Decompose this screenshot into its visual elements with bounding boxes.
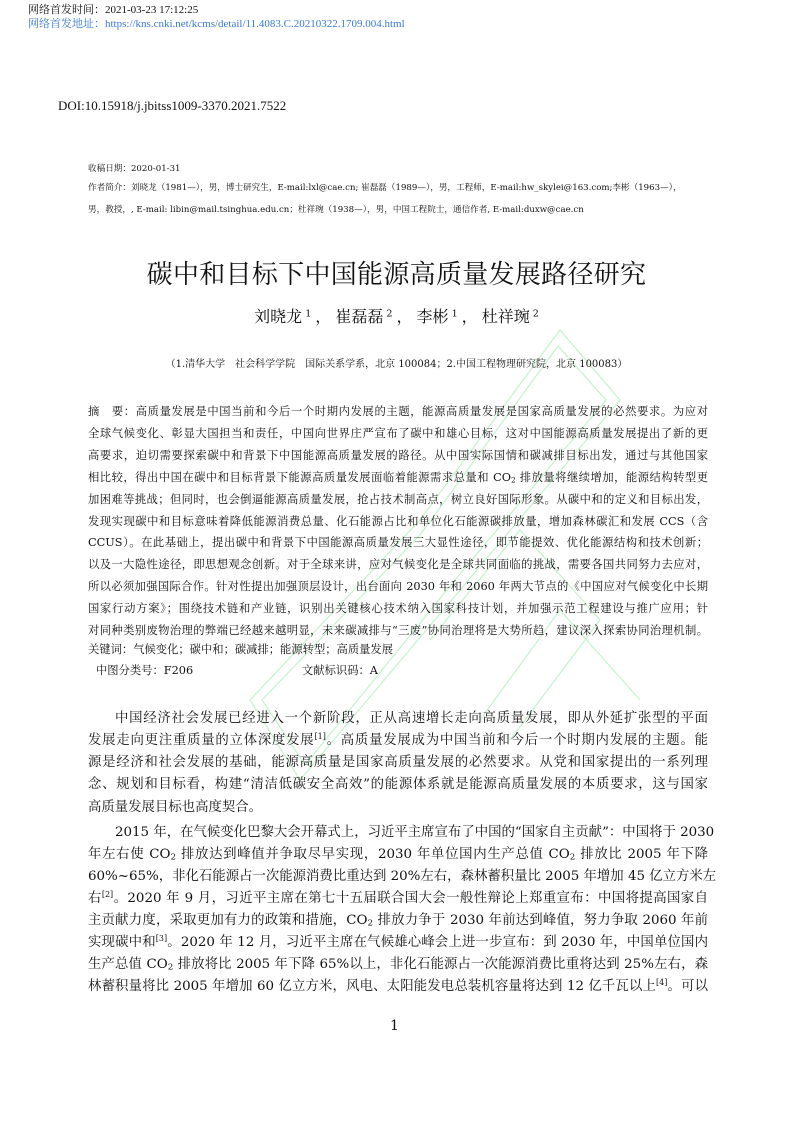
author-separator: ，: [461, 307, 478, 326]
page-number: 1: [390, 1018, 399, 1034]
body-line: [88, 729, 708, 748]
abstract-line: [88, 513, 708, 529]
author-bio-line-2: 男，教授，, E-mail: libin@mail.tsinghua.edu.cn；杜祥琬（1938—），男，中国工程院士，通信作者, E-mail:duxw@cae.cn: [88, 205, 584, 215]
time-label: 网络首发时间：: [28, 4, 105, 16]
subscript: 2: [569, 852, 576, 863]
author-separator: ，: [315, 307, 332, 326]
body-line: [88, 865, 717, 884]
body-line: [88, 909, 708, 928]
body-line: [88, 931, 708, 950]
abstract-line: [88, 578, 708, 594]
author-affiliation-mark: 2: [529, 308, 539, 320]
text-run: 排放将比 2005 年下降 65%以上，非化石能源占一次能源消费比重将达到 25%左右，森: [173, 957, 708, 972]
text-run: 。可以: [667, 979, 708, 994]
body-line: [88, 887, 708, 906]
text-run: 发展走向更注重质量的立体深度发展: [88, 733, 315, 748]
url-link[interactable]: https://kns.cnki.net/kcms/detail/11.4083.C.20210322.1709.004.html: [105, 18, 405, 30]
author-name: 杜祥琬: [481, 307, 530, 326]
citation-ref[interactable]: [4]: [656, 978, 668, 988]
affiliations: （1.清华大学 社会科学学院 国际关系学系，北京 100084；2.中国工程物理研究院，北京 100083）: [165, 359, 628, 370]
body-line: [88, 751, 708, 770]
text-run: 对同种类别废物治理的弊端已经越来越明显，未来碳减排与“三废”协同治理将是大势所趋，建议深入探索协同治理机制。: [88, 624, 708, 637]
text-run: 全球气候变化、彰显大国担当和责任，中国向世界庄严宣布了碳中和雄心目标，这对中国能源高质量发展提出了新的更: [88, 426, 708, 440]
text-run: 右: [88, 891, 102, 906]
text-run: 。2020 年 12 月，习近平主席在气候雄心峰会上进一步宣布：到 2030 年，中国单位国内: [167, 935, 708, 950]
text-run: 生产总值 CO: [88, 957, 168, 972]
author-bio-line-1: 作者简介：刘晓龙（1981—），男，博士研究生，E-mail:lxl@cae.cn; 崔磊磊（1989—），男，工程师，E-mail:hw_skylei@163.com;李彬（1963—），: [88, 183, 682, 193]
text-run: 高要求，迫切需要探索碳中和背景下中国能源高质量发展的路径。从中国实际国情和碳减排目标出发，通过与其他国家: [88, 448, 708, 462]
citation-ref[interactable]: [1]: [314, 732, 326, 742]
keywords: 关键词：气候变化；碳中和；碳减排；能源转型；高质量发展: [88, 643, 394, 656]
subscript: 2: [511, 475, 516, 485]
text-run: 高质量发展目标也高度契合。: [88, 800, 263, 815]
subscript: 2: [167, 962, 174, 973]
subscript: 2: [367, 918, 374, 929]
doi: DOI:10.15918/j.jbitss1009-3370.2021.7522: [58, 98, 287, 113]
body-line: [115, 821, 715, 840]
author-affiliation-mark: 1: [302, 308, 312, 320]
document-code: 文献标识码：A: [302, 664, 378, 677]
received-date: 收稿日期：2020-01-31: [88, 164, 181, 174]
text-run: 实现碳中和: [88, 935, 156, 950]
author-affiliation-mark: 1: [448, 308, 458, 320]
author-affiliation-mark: 2: [383, 308, 393, 320]
text-run: 2015 年，在气候变化巴黎大会开幕式上，习近平主席宣布了中国的“国家自主贡献”：中国将于 2030: [115, 825, 715, 840]
text-run: 念、规划和目标看，构建“清洁低碳安全高效”的能源体系就是能源高质量发展的本质要求，这与国家: [88, 777, 708, 792]
citation-ref[interactable]: [2]: [101, 890, 114, 900]
text-run: 相比较，得出中国在碳中和目标背景下能源高质量发展面临着能源需求总量和 CO: [88, 470, 512, 484]
text-run: 排放比 2005 年下降: [575, 847, 708, 862]
abstract-line: [88, 447, 708, 463]
author-list: [0, 304, 793, 327]
body-line: [115, 707, 708, 726]
author-name: 崔磊磊: [335, 307, 384, 326]
abstract-line: [88, 469, 708, 485]
text-run: 林蓄积量将比 2005 年增加 60 亿立方米，风电、太阳能发电总装机容量将达到 12 亿千瓦以上: [88, 979, 657, 994]
citation-ref[interactable]: [3]: [155, 934, 168, 944]
author-name: 刘晓龙: [254, 307, 303, 326]
text-run: 。高质量发展成为中国当前和今后一个时期内发展的主题。能: [325, 733, 709, 748]
text-run: CCUS）。在此基础上，提出碳中和背景下中国能源高质量发展三大显性途径，即节能提效、优化能源结构和技术创新；: [88, 536, 708, 550]
abstract-line: [88, 425, 708, 441]
abstract-line: [88, 403, 708, 419]
text-run: 所以必须加强国际合作。针对性提出加强顶层设计，出台面向 2030 年和 2060 年两大节点的《中国应对气候变化中长期: [88, 580, 708, 594]
text-run: 排放力争于 2030 年前达到峰值，努力争取 2060 年前: [373, 913, 708, 928]
abstract-line: [88, 491, 708, 507]
text-run: 摘 要：高质量发展是中国当前和今后一个时期内发展的主题，能源高质量发展是国家高质量发展的必然要求。为应对: [88, 405, 708, 418]
text-run: 发现实现碳中和目标意味着降低能源消费总量、化石能源占比和单位化石能源碳排放量，增加森林碳汇和发展 CCS（含: [88, 514, 708, 528]
body-line: [88, 773, 708, 792]
abstract-line: [88, 534, 708, 550]
body-line: [88, 796, 708, 815]
subscript: 2: [170, 852, 176, 863]
text-run: 排放达到峰值并争取尽早实现，2030 年单位国内生产总值 CO: [176, 847, 570, 862]
author-name: 李彬: [416, 307, 449, 326]
text-run: 源是经济和社会发展的基础，能源高质量是国家高质量发展的必然要求。从党和国家提出的一系列理: [88, 755, 708, 770]
abstract-line: [88, 556, 708, 572]
body-line: [88, 843, 708, 862]
body-line: [88, 975, 708, 994]
abstract-line: [88, 600, 708, 616]
paper-title: 碳中和目标下中国能源高质量发展路径研究: [146, 260, 647, 290]
text-run: 以及一大隐性途径，即思想观念创新。对于全球来讲，应对气候变化是全球共同面临的挑战，需要各国共同努力去应对，: [88, 558, 708, 572]
abstract-line: [88, 622, 708, 638]
text-run: 年左右使 CO: [88, 847, 171, 862]
body-line: [88, 953, 708, 972]
text-run: 加困难等挑战；但同时，也会倒逼能源高质量发展，抢占技术制高点，树立良好国际形象。从碳中和的定义和目标出发，: [88, 492, 708, 506]
time-value: 2021-03-23 17:12:25: [105, 4, 199, 16]
text-run: 国家行动方案》；围绕技术链和产业链，识别出关键核心技术纳入国家科技计划，并加强示范工程建设与推广应用；针: [88, 602, 708, 616]
text-run: 主贡献力度，采取更加有力的政策和措施，CO: [88, 913, 368, 928]
text-run: 中国经济社会发展已经进入一个新阶段，正从高速增长走向高质量发展，即从外延扩张型的平面: [115, 711, 708, 726]
text-run: 。2020 年 9 月，习近平主席在第七十五届联合国大会一般性辩论上郑重宣布：中国将提高国家自: [113, 891, 709, 906]
first-publish-url: [28, 15, 405, 31]
clc-number: 中图分类号：F206: [96, 664, 194, 677]
text-run: 排放量将继续增加，能源结构转型更: [515, 470, 709, 484]
text-run: 60%~65%，非化石能源占一次能源消费比重达到 20%左右，森林蓄积量比 2005 年增加 45 亿立方米左: [88, 869, 717, 884]
url-label: 网络首发地址：: [28, 18, 105, 30]
author-separator: ，: [396, 307, 413, 326]
